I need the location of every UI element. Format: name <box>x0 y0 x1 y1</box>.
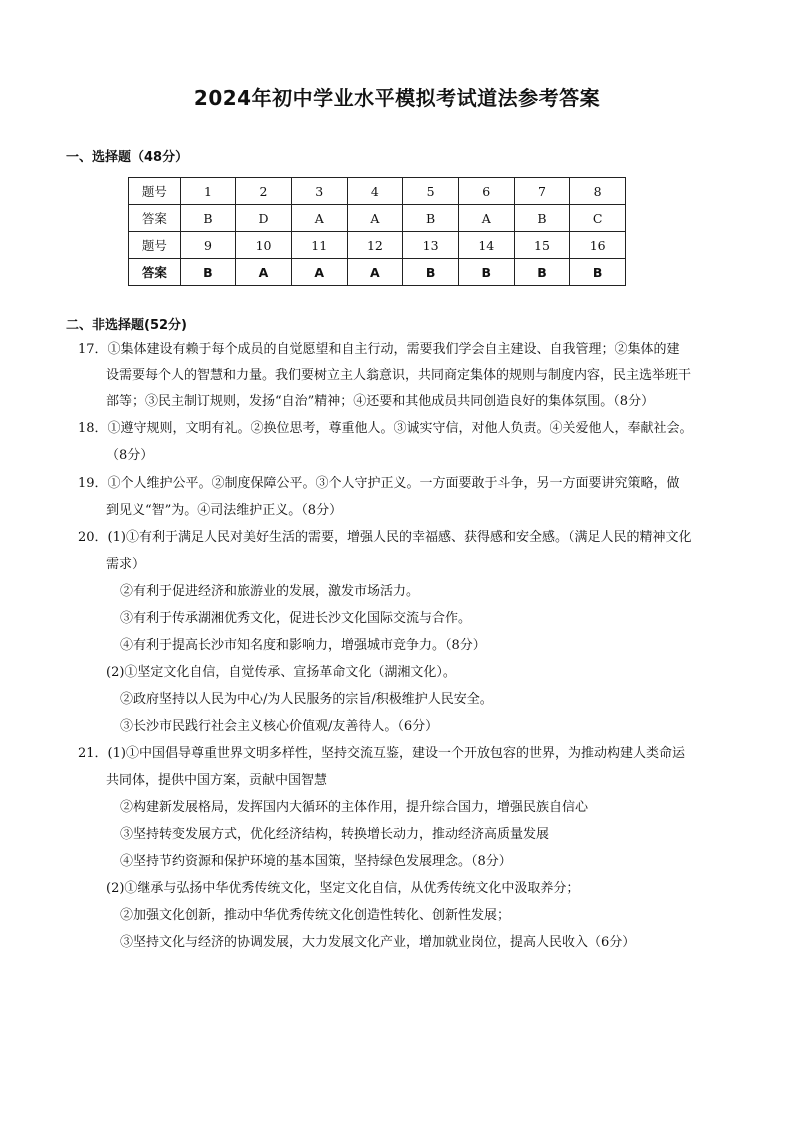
table-cell: 15 <box>514 232 570 259</box>
table-cell: 10 <box>236 232 292 259</box>
table-cell: B <box>180 205 235 232</box>
answer-line: 到见义“智”为。④司法维护正义。（8分） <box>106 503 343 518</box>
table-cell: 12 <box>347 232 403 259</box>
answer-line: （8分） <box>106 448 154 463</box>
table-cell: 3 <box>291 178 347 205</box>
page-title: 2024年初中学业水平模拟考试道法参考答案 <box>193 86 601 110</box>
row-label: 答案 <box>129 259 181 286</box>
answer-line: ③有利于传承湖湘优秀文化，促进长沙文化国际交流与合作。 <box>120 611 472 626</box>
answer-line: (2)①坚定文化自信，自觉传承、宣扬革命文化（湖湘文化）。 <box>106 665 456 680</box>
table-cell: A <box>347 259 403 286</box>
answer-line: ②政府坚持以人民为中心/为人民服务的宗旨/积极维护人民安全。 <box>120 692 493 707</box>
table-cell: A <box>291 259 347 286</box>
table-cell: B <box>403 205 459 232</box>
table-cell: 16 <box>570 232 626 259</box>
answer-line: 19．①个人维护公平。②制度保障公平。③个人守护正义。一方面要敢于斗争，另一方面要讲究策略，做 <box>78 476 680 491</box>
table-cell: A <box>458 205 514 232</box>
table-cell: 13 <box>403 232 459 259</box>
table-cell: A <box>236 259 292 286</box>
section-heading-choice: 一、选择题（48分） <box>66 150 189 165</box>
table-cell: A <box>347 205 403 232</box>
row-label: 答案 <box>129 205 181 232</box>
answer-line: 17．①集体建设有赖于每个成员的自觉愿望和自主行动，需要我们学会自主建设、自我管理；②集体的建 <box>78 342 680 357</box>
answer-line: ②构建新发展格局，发挥国内大循环的主体作用，提升综合国力，增强民族自信心 <box>120 800 589 815</box>
table-cell: 6 <box>458 178 514 205</box>
answer-line: 设需要每个人的智慧和力量。我们要树立主人翁意识，共同商定集体的规则与制度内容，民主选举班干 <box>106 368 692 383</box>
table-row <box>129 178 626 205</box>
answer-line: 部等；③民主制订规则，发扬“自治”精神；④还要和其他成员共同创造良好的集体氛围。（8分） <box>106 394 655 409</box>
answer-line: ③长沙市民践行社会主义核心价值观/友善待人。（6分） <box>120 719 439 734</box>
table-row <box>129 205 626 232</box>
answer-line: 20．(1)①有利于满足人民对美好生活的需要，增强人民的幸福感、获得感和安全感。（满足人民的精神文化 <box>78 530 692 545</box>
table-row <box>129 259 626 286</box>
row-label: 题号 <box>129 232 181 259</box>
table-cell: A <box>291 205 347 232</box>
table-cell: 4 <box>347 178 403 205</box>
answer-line: 18．①遵守规则，文明有礼。②换位思考，尊重他人。③诚实守信，对他人负责。④关爱他人，奉献社会。 <box>78 421 693 436</box>
table-cell: D <box>236 205 292 232</box>
answer-line: ②加强文化创新，推动中华优秀传统文化创造性转化、创新性发展； <box>120 908 511 923</box>
table-cell: B <box>570 259 626 286</box>
answer-line: 21．(1)①中国倡导尊重世界文明多样性，坚持交流互鉴，建设一个开放包容的世界，为推动构建人类命运 <box>78 746 685 761</box>
answer-line: (2)①继承与弘扬中华优秀传统文化，坚定文化自信，从优秀传统文化中汲取养分； <box>106 881 580 896</box>
answer-line: ④有利于提高长沙市知名度和影响力，增强城市竞争力。（8分） <box>120 638 486 653</box>
table-cell: 1 <box>180 178 235 205</box>
answer-line: ③坚持转变发展方式，优化经济结构，转换增长动力，推动经济高质量发展 <box>120 827 550 842</box>
answer-line: 需求） <box>106 557 146 572</box>
answer-table <box>128 177 626 286</box>
table-cell: B <box>514 259 570 286</box>
table-cell: 8 <box>570 178 626 205</box>
answer-line: ②有利于促进经济和旅游业的发展，激发市场活力。 <box>120 584 420 599</box>
table-cell: 2 <box>236 178 292 205</box>
answer-line: ③坚持文化与经济的协调发展，大力发展文化产业，增加就业岗位，提高人民收入（6分） <box>120 935 636 950</box>
table-cell: C <box>570 205 626 232</box>
table-cell: 5 <box>403 178 459 205</box>
table-cell: B <box>403 259 459 286</box>
table-cell: B <box>514 205 570 232</box>
table-cell: 7 <box>514 178 570 205</box>
table-row <box>129 232 626 259</box>
row-label: 题号 <box>129 178 181 205</box>
table-cell: B <box>180 259 235 286</box>
table-cell: 9 <box>180 232 235 259</box>
table-cell: B <box>458 259 514 286</box>
section-heading-nonchoice: 二、非选择题(52分) <box>66 318 187 333</box>
table-cell: 11 <box>291 232 347 259</box>
table-cell: 14 <box>458 232 514 259</box>
answer-line: 共同体，提供中国方案，贡献中国智慧 <box>106 773 328 788</box>
answer-line: ④坚持节约资源和保护环境的基本国策，坚持绿色发展理念。（8分） <box>120 854 512 869</box>
